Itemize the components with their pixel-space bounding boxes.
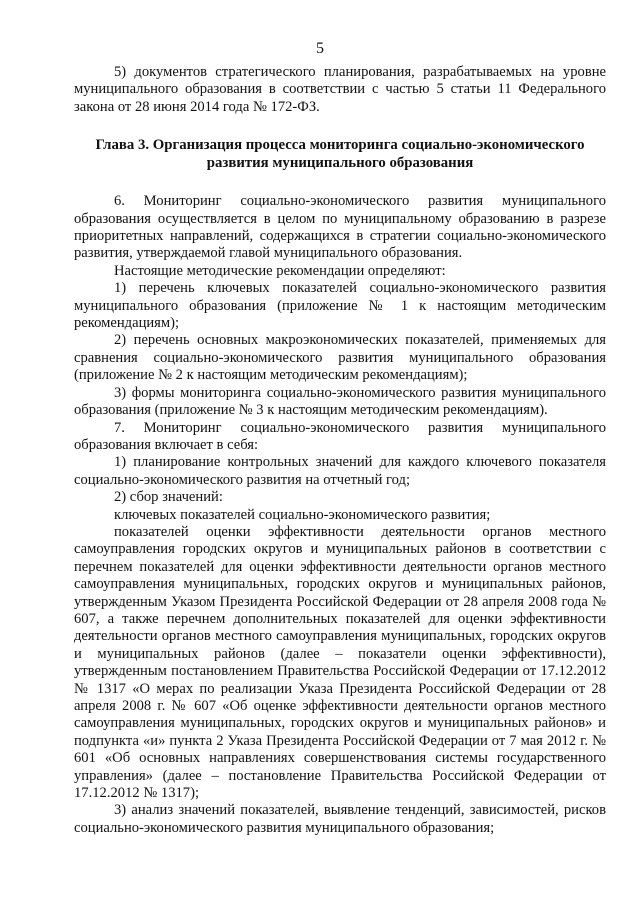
paragraph-6: 6. Мониторинг социально-экономического развития муниципального образования осуществляется в целом по муниципальному образованию в разрезе приоритетных направлений, содержащихся в стратегии социально-экономического развития, утверждаемой главой муниципального образования.	[74, 193, 606, 262]
paragraph-recommendations: Настоящие методические рекомендации определяют:	[114, 262, 446, 279]
list-item-1: 1) перечень ключевых показателей социально-экономического развития муниципального образования (приложение № 1 к настоящим методическим рекомендациям);	[74, 280, 606, 332]
subitem-2-efficiency-indicators: показателей оценки эффективности деятельности органов местного самоуправления городских округов и муниципальных районов в соответствии с перечнем показателей для оценки эффективности деятельности органов местного самоуправления муниципальных, городских округов и муниципальных районов, утвержденным Указом Президента Российской Федерации от 28 апреля 2008 года № 607, а также перечнем дополнительных показателей для оценки эффективности деятельности органов местного самоуправления муниципальных, городских округов и муниципальных районов (далее – показатели оценки эффективности), утвержденным постановлением Правительства Российской Федерации от 17.12.2012 № 1317 «О мерах по реализации Указа Президента Российской Федерации от 28 апреля 2008 г. № 607 «Об оценке эффективности деятельности органов местного самоуправления муниципальных, городских округов и муниципальных районов» и подпункта «и» пункта 2 Указа Президента Российской Федерации от 7 мая 2012 г. № 601 «Об основных направлениях совершенствования системы государственного управления» (далее – постановление Правительства Российской Федерации от 17.12.2012 № 1317);	[74, 523, 606, 802]
list-item-2: 2) перечень основных макроэкономических показателей, применяемых для сравнения социально-экономического развития муниципального образования (приложение № 2 к настоящим методическим рекомендациям);	[74, 332, 606, 384]
paragraph-7: 7. Мониторинг социально-экономического развития муниципального образования включает в себя:	[74, 419, 606, 453]
list-item-3: 3) формы мониторинга социально-экономического развития муниципального образования (приложение № 3 к настоящим методическим рекомендациям).	[74, 384, 606, 419]
subitem-3: 3) анализ значений показателей, выявление тенденций, зависимостей, рисков социально-экономического развития муниципального образования;	[74, 802, 606, 836]
subitem-2: 2) сбор значений:	[114, 489, 223, 506]
subitem-1: 1) планирование контрольных значений для каждого ключевого показателя социально-экономического развития на отчетный год;	[74, 454, 606, 488]
paragraph-item-5: 5) документов стратегического планирования, разрабатываемых на уровне муниципального образования в соответствии с частью 5 статьи 11 Федерального закона от 28 июня 2014 года № 172-ФЗ.	[74, 64, 606, 115]
chapter-heading	[74, 136, 606, 172]
subitem-2-key-indicators: ключевых показателей социально-экономического развития;	[114, 506, 491, 523]
chapter-heading-line-2: развития муниципального образования	[206, 155, 474, 172]
document-body	[74, 64, 606, 837]
chapter-heading-line-1: Глава 3. Организация процесса мониторинга социально-экономического	[95, 137, 585, 154]
page-number: 5	[316, 40, 324, 57]
